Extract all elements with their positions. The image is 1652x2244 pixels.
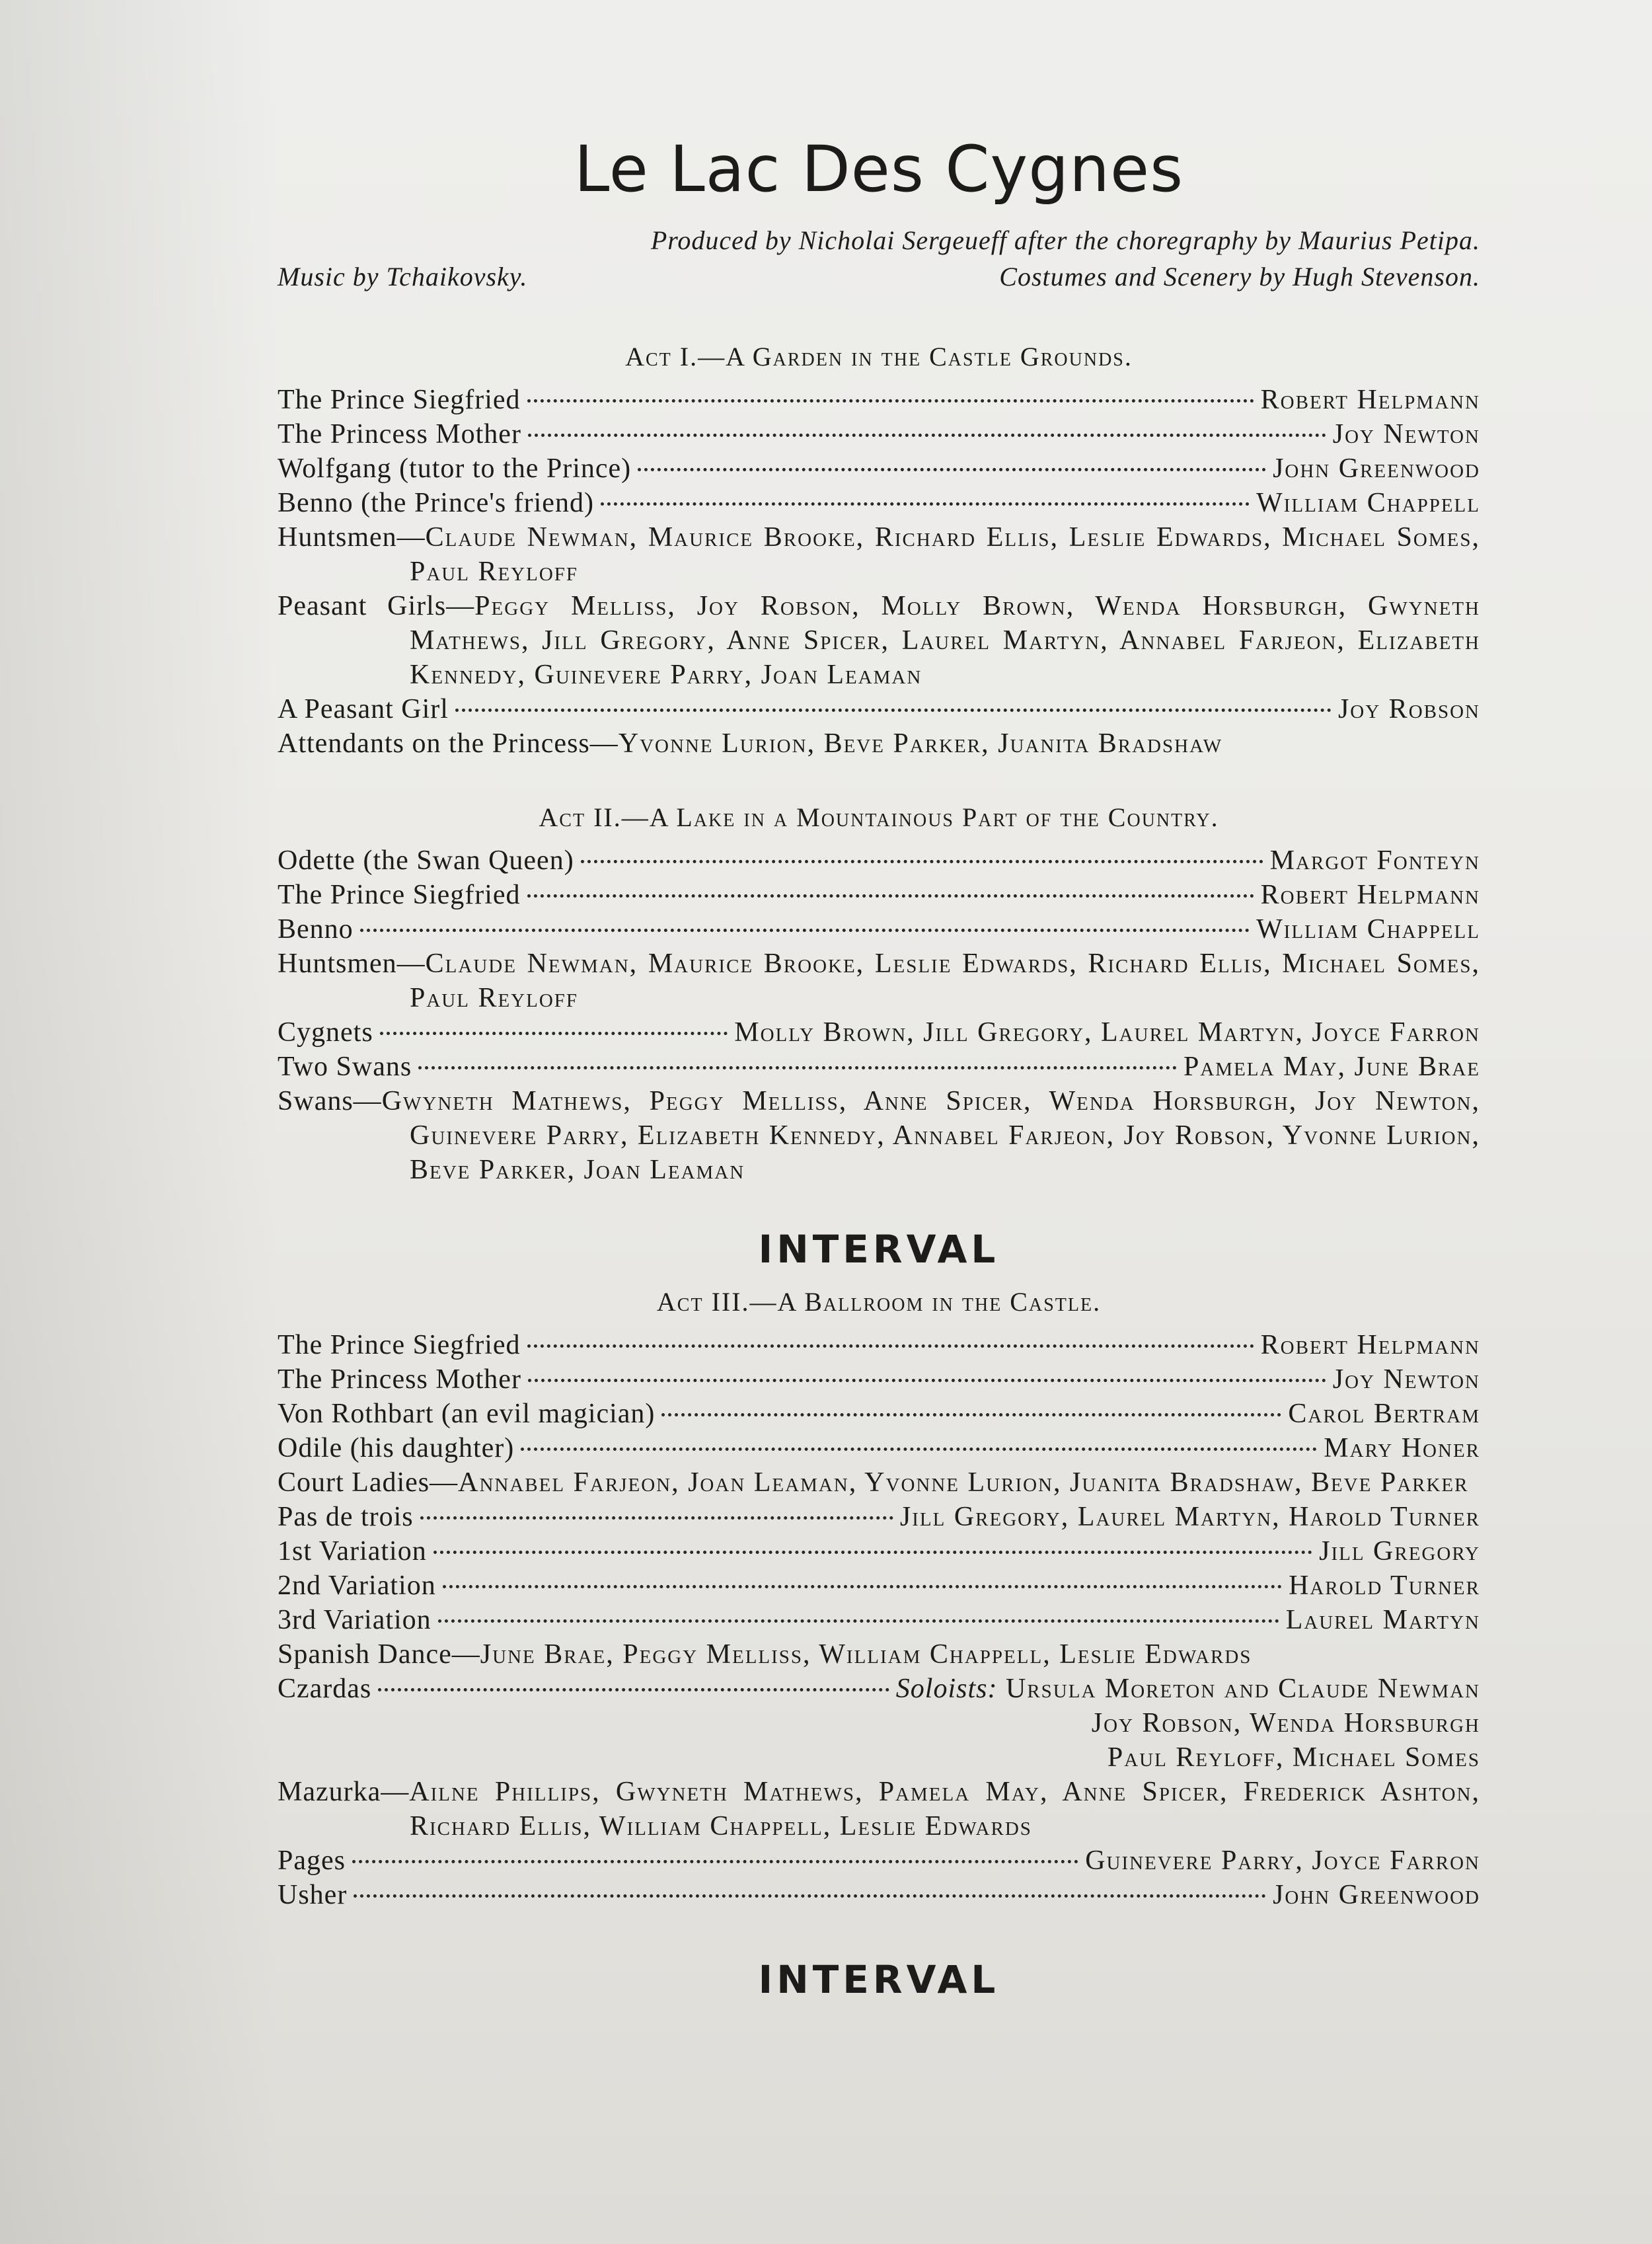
dot-leader (527, 894, 1254, 898)
cast-group (278, 1775, 1480, 1843)
page-shading (0, 0, 278, 2244)
cast-group (278, 947, 1480, 1015)
group-names: Peggy Melliss, Joy Robson, Molly Brown, Wenda Horsburgh, Gwyneth Mathews, Jill Gregory, Anne Spicer, Laurel Martyn, Annabel Farjeon, Elizabeth Kennedy, Guinevere Parry, Joan Leaman (410, 591, 1480, 690)
czardas-row (278, 1672, 1480, 1706)
performer-name: Carol Bertram (1288, 1399, 1480, 1429)
role-name: The Prince Siegfried (278, 1330, 521, 1360)
costume-credit: Costumes and Scenery by Hugh Stevenson. (999, 262, 1480, 291)
role-name: The Princess Mother (278, 419, 521, 449)
dot-leader (360, 929, 1250, 932)
interval-heading: INTERVAL (758, 1957, 1000, 2002)
role-name: 1st Variation (278, 1536, 427, 1567)
group-label: Attendants on the Princess— (278, 728, 619, 759)
performer-name: Robert Helpmann (1260, 385, 1480, 415)
cast-row (278, 878, 1480, 912)
cast-group (278, 589, 1480, 692)
group-label: Huntsmen— (278, 948, 426, 979)
performer-name: Margot Fonteyn (1269, 845, 1480, 876)
group-names: Claude Newman, Maurice Brooke, Leslie Edwards, Richard Ellis, Michael Somes, Paul Reyloff (410, 948, 1480, 1013)
cast-row (278, 1534, 1480, 1568)
act-1-heading: Act I.—A Garden in the Castle Grounds. (625, 342, 1133, 371)
performer-name: Pamela May, June Brae (1183, 1052, 1480, 1082)
dot-leader (443, 1585, 1282, 1588)
dot-leader (527, 399, 1254, 403)
soloists-label: Soloists: (895, 1674, 998, 1704)
performer-name: Joy Newton (1332, 1364, 1480, 1395)
performer-name (896, 1672, 1480, 1706)
group-label: Peasant Girls— (278, 591, 475, 621)
cast-row (278, 1878, 1480, 1912)
dot-leader (352, 1860, 1078, 1863)
dot-leader (354, 1894, 1266, 1898)
cast-group (278, 1084, 1480, 1187)
group-names: Claude Newman, Maurice Brooke, Richard Ellis, Leslie Edwards, Michael Somes, Paul Reyloff (410, 522, 1480, 587)
role-name: Usher (278, 1880, 348, 1910)
role-name: 2nd Variation (278, 1570, 436, 1601)
cast-row (278, 486, 1480, 520)
cast-row (278, 1500, 1480, 1534)
dot-leader (601, 502, 1250, 506)
performer-name: John Greenwood (1273, 1880, 1480, 1910)
soloists-line-3: Paul Reyloff, Michael Somes (1107, 1742, 1480, 1773)
dot-leader (638, 468, 1266, 471)
group-names: Yvonne Lurion, Beve Parker, Juanita Bradshaw (618, 728, 1223, 759)
group-names: Annabel Farjeon, Joan Leaman, Yvonne Lurion, Juanita Bradshaw, Beve Parker (458, 1467, 1469, 1498)
dot-leader (380, 1032, 728, 1035)
role-name: The Princess Mother (278, 1364, 521, 1395)
production-credit: Produced by Nicholai Sergeueff after the choregraphy by Maurius Petipa. (650, 225, 1480, 255)
role-name: Wolfgang (tutor to the Prince) (278, 453, 632, 484)
performer-name: Robert Helpmann (1260, 880, 1480, 910)
role-name: The Prince Siegfried (278, 880, 521, 910)
performer-name: William Chappell (1256, 914, 1480, 945)
dot-leader (581, 860, 1263, 863)
role-name: Benno (278, 914, 354, 945)
dot-leader (521, 1448, 1317, 1451)
role-name: Von Rothbart (an evil magician) (278, 1399, 656, 1429)
cast-row (278, 1362, 1480, 1397)
dot-leader (418, 1066, 1177, 1069)
credits-line (278, 261, 1480, 292)
performer-name: Robert Helpmann (1260, 1330, 1480, 1360)
dot-leader (438, 1619, 1279, 1623)
role-name: A Peasant Girl (278, 694, 449, 724)
role-name: Odette (the Swan Queen) (278, 845, 574, 876)
cast-row (278, 1431, 1480, 1465)
dot-leader (455, 709, 1332, 712)
dot-leader (528, 434, 1326, 437)
role-name: Cygnets (278, 1017, 373, 1048)
performer-name: Mary Honer (1324, 1433, 1480, 1463)
cast-group (278, 1637, 1480, 1672)
cast-row (278, 417, 1480, 451)
role-name: Pas de trois (278, 1502, 414, 1532)
performer-name: Jill Gregory (1319, 1536, 1480, 1567)
cast-row (278, 1328, 1480, 1362)
cast-group (278, 520, 1480, 589)
cast-row (278, 1843, 1480, 1878)
group-label: Swans— (278, 1086, 382, 1116)
role-name: 3rd Variation (278, 1605, 432, 1635)
act-2-heading: Act II.—A Lake in a Mountainous Part of the Country. (539, 802, 1219, 832)
role-name: Czardas (278, 1674, 372, 1704)
cast-row (278, 1015, 1480, 1050)
performer-name: Guinevere Parry, Joyce Farron (1085, 1845, 1480, 1876)
cast-row (278, 1397, 1480, 1431)
dot-leader (378, 1688, 889, 1691)
group-label: Mazurka— (278, 1777, 410, 1807)
group-label: Spanish Dance— (278, 1639, 480, 1670)
group-names: Ailne Phillips, Gwyneth Mathews, Pamela May, Anne Spicer, Frederick Ashton, Richard Ellis, William Chappell, Leslie Edwards (409, 1777, 1480, 1841)
group-names: June Brae, Peggy Melliss, William Chappell, Leslie Edwards (480, 1639, 1252, 1670)
cast-row (278, 383, 1480, 417)
role-name: The Prince Siegfried (278, 385, 521, 415)
role-name: Two Swans (278, 1052, 412, 1082)
performer-name: Harold Turner (1289, 1570, 1480, 1601)
cast-row (278, 1603, 1480, 1637)
role-name: Benno (the Prince's friend) (278, 488, 594, 518)
performer-name: Joy Newton (1332, 419, 1480, 449)
performer-name: John Greenwood (1273, 453, 1480, 484)
role-name: Pages (278, 1845, 346, 1876)
cast-row (278, 1568, 1480, 1603)
soloists-line-1: Ursula Moreton and Claude Newman (1005, 1674, 1480, 1704)
group-names: Gwyneth Mathews, Peggy Melliss, Anne Spicer, Wenda Horsburgh, Joy Newton, Guinevere Parry, Elizabeth Kennedy, Annabel Farjeon, Joy Robson, Yvonne Lurion, Beve Parker, Joan Leaman (381, 1086, 1480, 1185)
music-credit: Music by Tchaikovsky. (278, 262, 528, 291)
cast-row (278, 692, 1480, 726)
cast-row (278, 451, 1480, 486)
ballet-title: Le Lac Des Cygnes (574, 132, 1184, 206)
group-label: Huntsmen— (278, 522, 426, 553)
cast-group (278, 1465, 1480, 1500)
role-name: Odile (his daughter) (278, 1433, 515, 1463)
cast-group (278, 726, 1480, 761)
performer-name: Joy Robson (1337, 694, 1480, 724)
programme-content (278, 132, 1480, 2002)
dot-leader (661, 1413, 1281, 1416)
interval-heading: INTERVAL (758, 1227, 1000, 1272)
performer-name: Molly Brown, Jill Gregory, Laurel Martyn, Joyce Farron (734, 1017, 1480, 1048)
cast-row (278, 843, 1480, 878)
dot-leader (528, 1379, 1326, 1382)
dot-leader (527, 1344, 1254, 1348)
cast-row (278, 912, 1480, 947)
performer-name: Laurel Martyn (1285, 1605, 1480, 1635)
dot-leader (433, 1551, 1312, 1554)
performer-name: Jill Gregory, Laurel Martyn, Harold Turner (899, 1502, 1480, 1532)
performer-name: William Chappell (1256, 488, 1480, 518)
cast-row (278, 1050, 1480, 1084)
soloists-line-2: Joy Robson, Wenda Horsburgh (1091, 1708, 1480, 1738)
act-3-heading: Act III.—A Ballroom in the Castle. (656, 1287, 1102, 1317)
group-label: Court Ladies— (278, 1467, 459, 1498)
dot-leader (420, 1516, 893, 1520)
